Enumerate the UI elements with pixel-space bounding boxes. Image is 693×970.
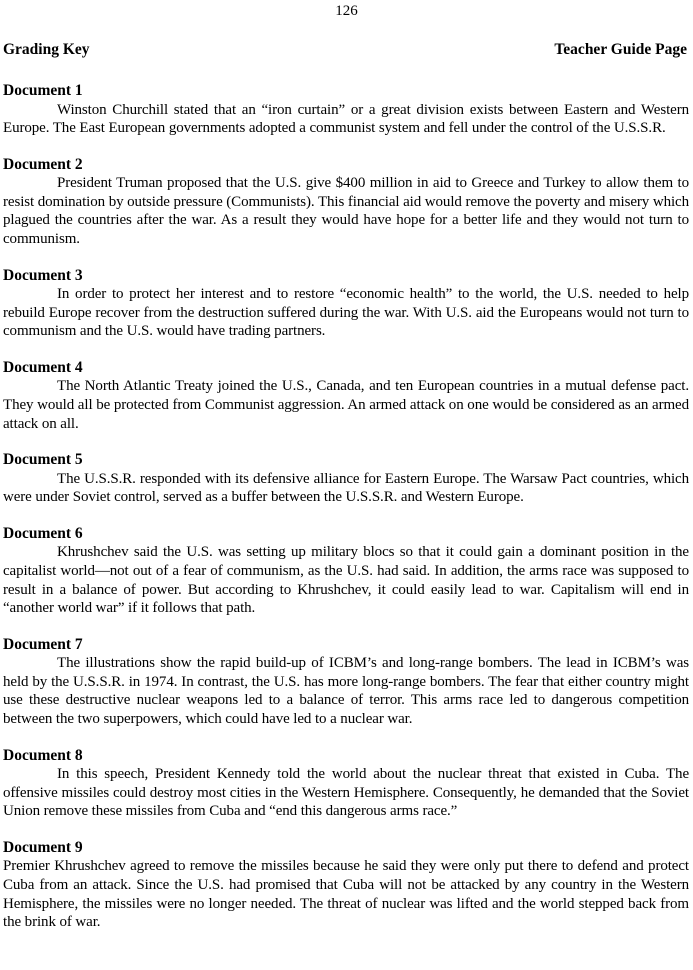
document-body: Khrushchev said the U.S. was setting up military blocs so that it could gain a dominant position in the capitalist world—not out of a fear of communism, as the U.S. had said. In addition, the arms race was supposed to result in a balance of power. But according to Khrushchev, it could easily lead to war. Capitalism will end in “another world war” if it follows that path.	[3, 544, 689, 617]
document-heading: Document 5	[3, 451, 83, 469]
document-heading: Document 7	[3, 635, 83, 653]
document-body: President Truman proposed that the U.S. give $400 million in aid to Greece and Turkey to allow them to resist domination by outside pressure (Communists). This financial aid would remove the poverty and misery which plagued the countries after the war. As a result they would have hope for a better life and they would not turn to communism.	[3, 175, 689, 247]
document-section-6	[3, 525, 689, 618]
document-heading: Document 4	[3, 358, 83, 376]
document-section-2	[3, 156, 689, 249]
teacher-guide-heading: Teacher Guide Page	[554, 41, 687, 58]
grading-key-heading: Grading Key	[3, 41, 90, 58]
document-section-1	[3, 82, 689, 138]
page-number: 126	[335, 3, 358, 19]
document-heading: Document 9	[3, 838, 83, 856]
document-body: The North Atlantic Treaty joined the U.S., Canada, and ten European countries in a mutual defense pact. They would all be protected from Communist aggression. An armed attack on one would be considered as an armed attack on all.	[3, 378, 689, 432]
document-list	[3, 82, 689, 950]
document-heading: Document 6	[3, 524, 83, 542]
document-heading: Document 2	[3, 155, 83, 173]
document-heading: Document 3	[3, 266, 83, 284]
document-body: The U.S.S.R. responded with its defensive alliance for Eastern Europe. The Warsaw Pact countries, which were under Soviet control, served as a buffer between the U.S.S.R. and Western Europe.	[3, 470, 689, 506]
document-body: In order to protect her interest and to restore “economic health” to the world, the U.S. needed to help rebuild Europe recover from the destruction suffered during the war. With U.S. aid the Europeans would not turn to communism and the U.S. would have trading partners.	[3, 286, 689, 340]
document-heading: Document 1	[3, 82, 83, 99]
document-body: Premier Khrushchev agreed to remove the missiles because he said they were only put there to defend and protect Cuba from an attack. Since the U.S. had promised that Cuba will not be attacked by any country in the Western Hemisphere, the missiles were no longer needed. The threat of nuclear was lifted and the world stepped back from the brink of war.	[3, 858, 689, 931]
document-section-8	[3, 747, 689, 821]
document-heading: Document 8	[3, 746, 83, 764]
document-section-9	[3, 839, 689, 932]
document-section-5	[3, 451, 689, 507]
document-section-3	[3, 267, 689, 341]
document-section-7	[3, 636, 689, 729]
document-body: The illustrations show the rapid build-up of ICBM’s and long-range bombers. The lead in ICBM’s was held by the U.S.S.R. in 1974. In contrast, the U.S. has more long-range bombers. The fear that either country might use these destructive nuclear weapons led to a balance of terror. This arms race led to dangerous competition between the two superpowers, which could have led to a nuclear war.	[3, 655, 689, 727]
page-header	[3, 40, 687, 59]
document-body: In this speech, President Kennedy told the world about the nuclear threat that existed in Cuba. The offensive missiles could destroy most cities in the Western Hemisphere. Consequently, he demanded that the Soviet Union remove these missiles from Cuba and “end this dangerous arms race.”	[3, 766, 689, 820]
document-body: Winston Churchill stated that an “iron curtain” or a great division exists between Eastern and Western Europe. The East European governments adopted a communist system and fell under the control of the U.S.S.R.	[3, 101, 689, 137]
document-section-4	[3, 359, 689, 433]
